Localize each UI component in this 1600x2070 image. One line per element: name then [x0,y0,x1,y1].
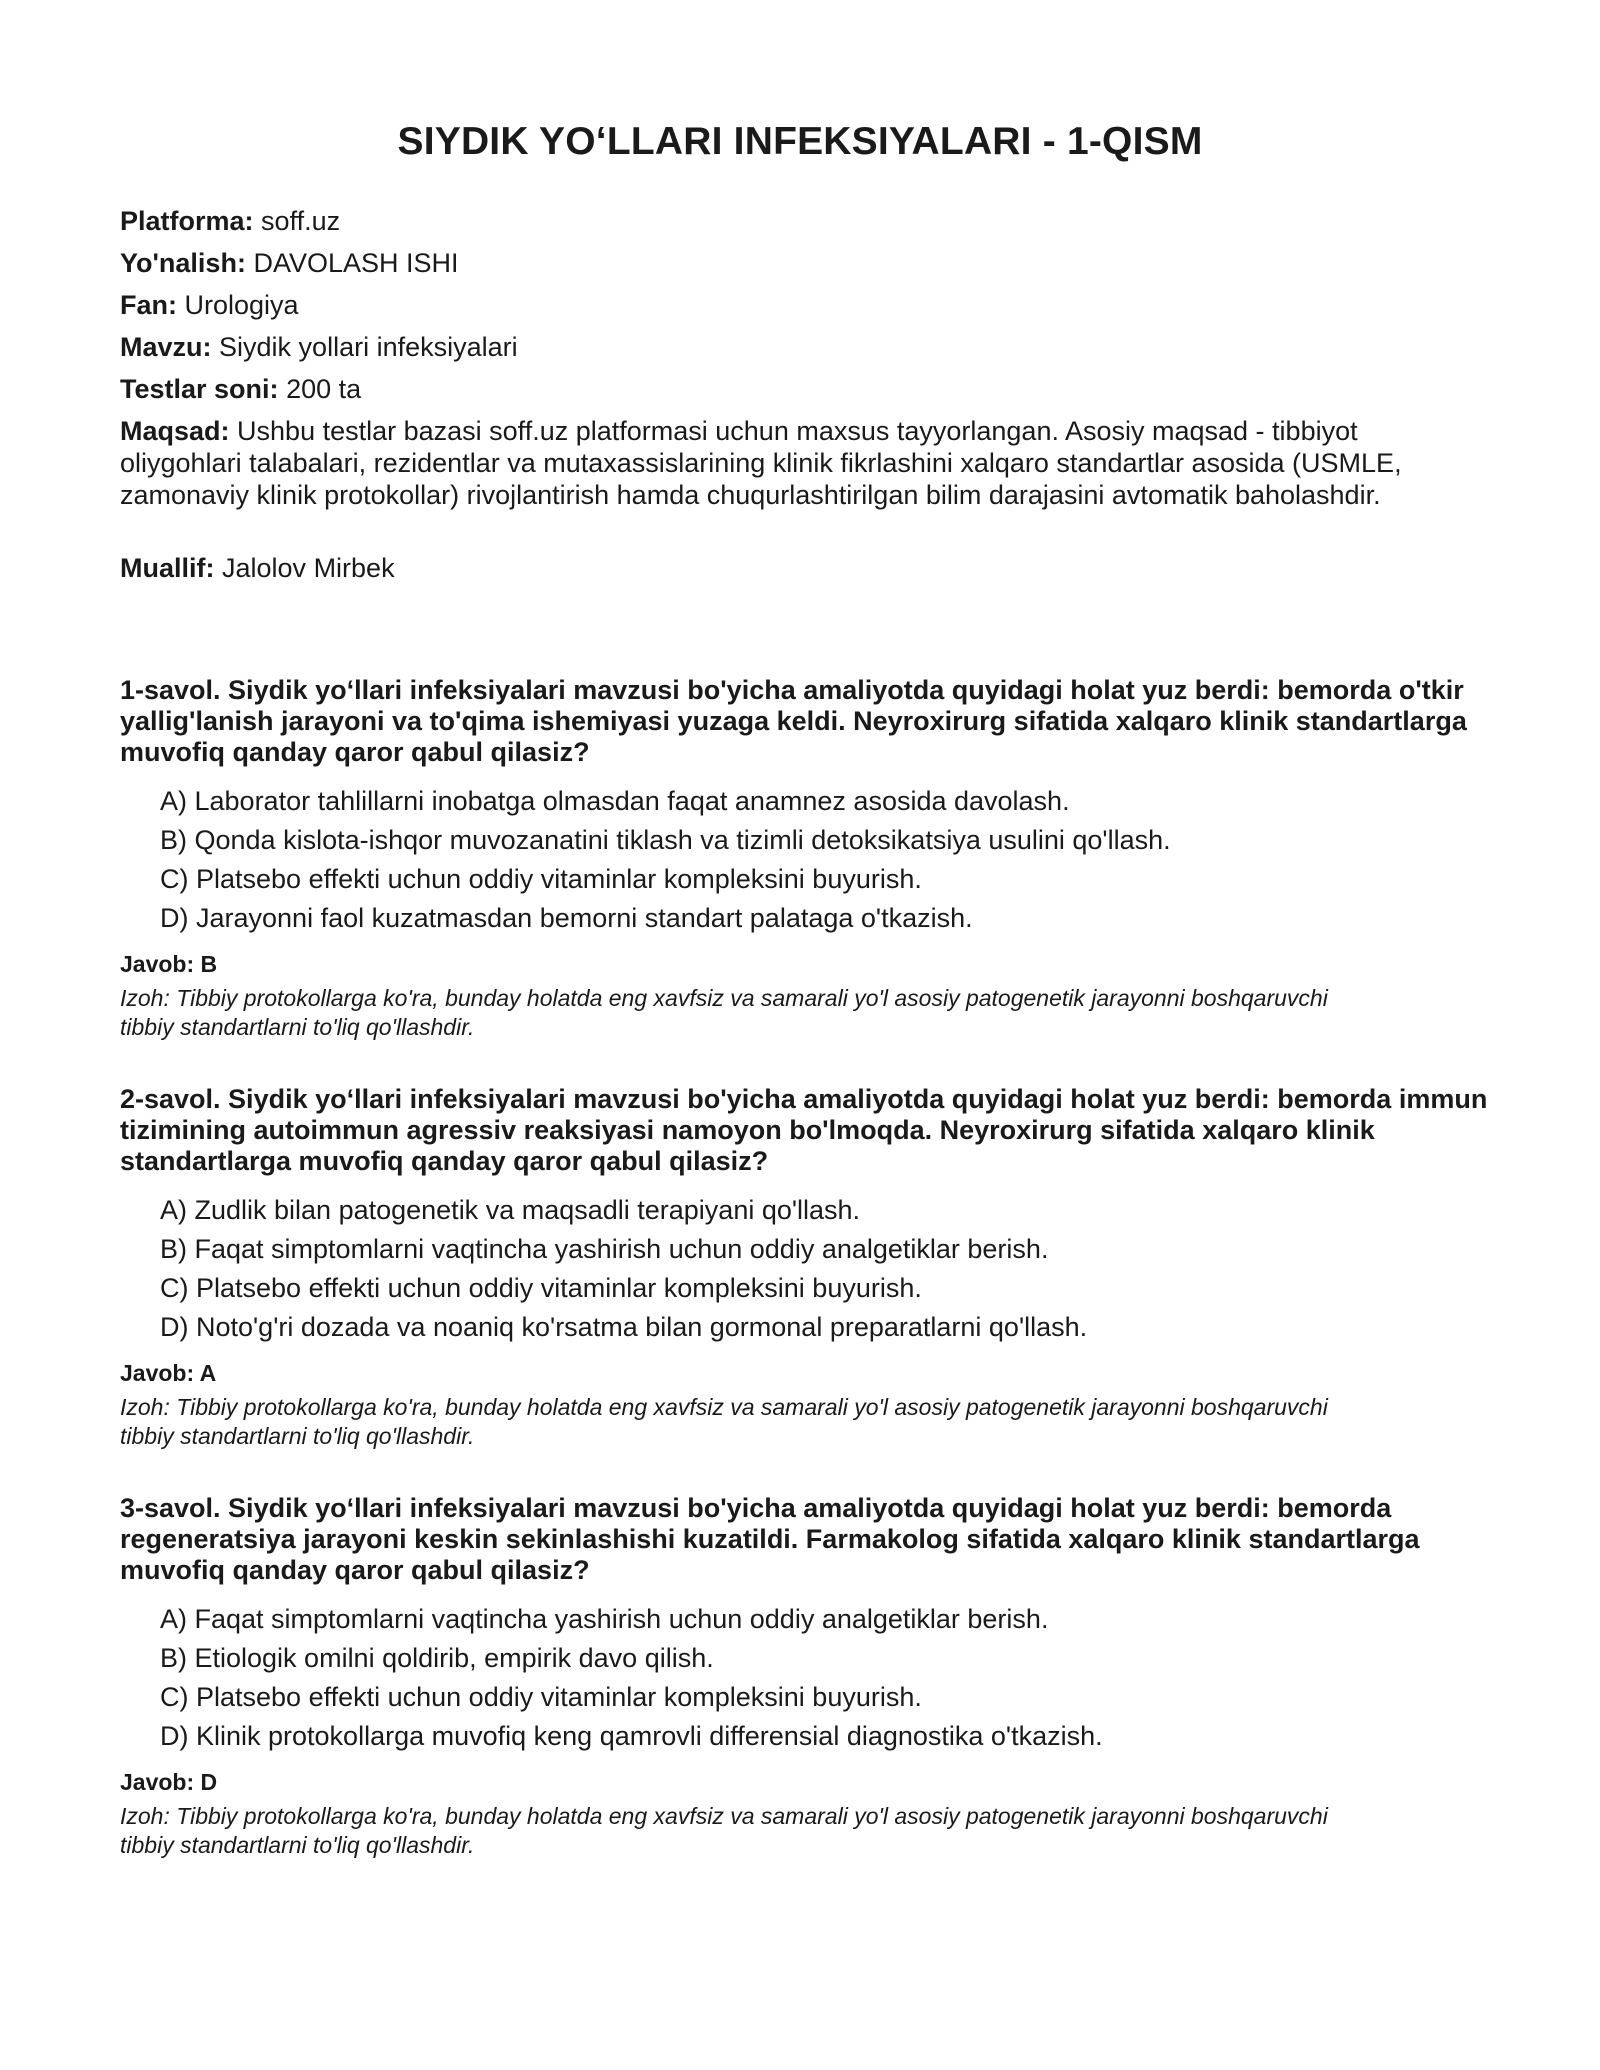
option-a: A) Zudlik bilan patogenetik va maqsadli terapiyani qo'llash. [160,1195,861,1225]
question-text: 1-savol. Siydik yo‘llari infeksiyalari mavzusi bo'yicha amaliyotda quyidagi holat yuz berdi: bemorda o'tkir yallig'lanish jarayoni va to'qima ishemiyasi yuzaga keldi. Neyroxirurg sifatida xalqaro klinik standartlarga muvofiq qanday qaror qabul qilasiz? [120,675,1467,767]
meta-label: Maqsad: [120,416,230,446]
meta-value: 200 ta [286,374,362,404]
meta-label: Testlar soni: [120,374,279,404]
meta-author [120,552,1480,584]
meta-label: Mavzu: [120,332,212,362]
question-block [120,675,1490,1042]
meta-label: Yo'nalish: [120,248,246,278]
meta-value: Urologiya [184,290,299,320]
question-text: 2-savol. Siydik yo‘llari infeksiyalari mavzusi bo'yicha amaliyotda quyidagi holat yuz berdi: bemorda immun tizimining autoimmun agressiv reaksiyasi namoyon bo'lmoqda. Neyroxirurg sifatida xalqaro klinik standartlarga muvofiq qanday qaror qabul qilasiz? [120,1084,1488,1176]
explanation-text: Izoh: Tibbiy protokollarga ko'ra, bunday holatda eng xavfsiz va samarali yo'l asosiy patogenetik jarayonni boshqaruvchi tibbiy standartlarni to'liq qo'llashdir. [120,1803,1328,1858]
explanation-text: Izoh: Tibbiy protokollarga ko'ra, bunday holatda eng xavfsiz va samarali yo'l asosiy patogenetik jarayonni boshqaruvchi tibbiy standartlarni to'liq qo'llashdir. [120,985,1328,1040]
option-d: D) Jarayonni faol kuzatmasdan bemorni standart palataga o'tkazish. [160,903,973,933]
meta-platform [120,205,1480,237]
answer-text: Javob: B [120,951,218,977]
explanation-text: Izoh: Tibbiy protokollarga ko'ra, bunday holatda eng xavfsiz va samarali yo'l asosiy patogenetik jarayonni boshqaruvchi tibbiy standartlarni to'liq qo'llashdir. [120,1394,1328,1449]
meta-tests [120,373,1480,405]
options-list [120,782,1490,938]
meta-value: soff.uz [261,206,341,236]
option-d: D) Klinik protokollarga muvofiq keng qamrovli differensial diagnostika o'tkazish. [160,1721,1103,1751]
meta-topic [120,331,1480,363]
meta-value: DAVOLASH ISHI [253,248,459,278]
option-b: B) Qonda kislota-ishqor muvozanatini tiklash va tizimli detoksikatsiya usulini qo'llash. [160,825,1171,855]
meta-label: Fan: [120,290,177,320]
answer-text: Javob: D [120,1769,218,1795]
question-block [120,1493,1490,1860]
option-b: B) Etiologik omilni qoldirib, empirik davo qilish. [160,1643,714,1673]
meta-label: Platforma: [120,206,254,236]
option-a: A) Faqat simptomlarni vaqtincha yashirish uchun oddiy analgetiklar berish. [160,1604,1049,1634]
option-c: C) Platsebo effekti uchun oddiy vitaminlar kompleksini buyurish. [160,1273,922,1303]
meta-subject [120,289,1480,321]
meta-direction [120,247,1480,279]
option-c: C) Platsebo effekti uchun oddiy vitaminlar kompleksini buyurish. [160,1682,922,1712]
option-a: A) Laborator tahlillarni inobatga olmasdan faqat anamnez asosida davolash. [160,786,1070,816]
question-block [120,1084,1490,1451]
option-b: B) Faqat simptomlarni vaqtincha yashirish uchun oddiy analgetiklar berish. [160,1234,1049,1264]
meta-label: Muallif: [120,553,215,583]
option-d: D) Noto'g'ri dozada va noaniq ko'rsatma bilan gormonal preparatlarni qo'llash. [160,1312,1088,1342]
meta-value: Siydik yollari infeksiyalari [219,332,518,362]
options-list [120,1191,1490,1347]
meta-value: Ushbu testlar bazasi soff.uz platformasi uchun maxsus tayyorlangan. Asosiy maqsad - tibbiyot oliygohlari talabalari, rezidentlar va mutaxassislarining klinik fikrlashini xalqaro standartlar asosida (USMLE, zamonaviy klinik protokollar) rivojlantirish hamda chuqurlashtirilgan bilim darajasini avtomatik baholashdir. [120,416,1402,510]
question-text: 3-savol. Siydik yo‘llari infeksiyalari mavzusi bo'yicha amaliyotda quyidagi holat yuz berdi: bemorda regeneratsiya jarayoni keskin sekinlashishi kuzatildi. Farmakolog sifatida xalqaro klinik standartlarga muvofiq qanday qaror qabul qilasiz? [120,1493,1420,1585]
meta-value: Jalolov Mirbek [222,553,395,583]
document-title: SIYDIK YO‘LLARI INFEKSIYALARI - 1-QISM [397,120,1203,163]
answer-text: Javob: A [120,1360,217,1386]
options-list [120,1600,1490,1756]
meta-goal [120,415,1480,511]
option-c: C) Platsebo effekti uchun oddiy vitaminlar kompleksini buyurish. [160,864,922,894]
